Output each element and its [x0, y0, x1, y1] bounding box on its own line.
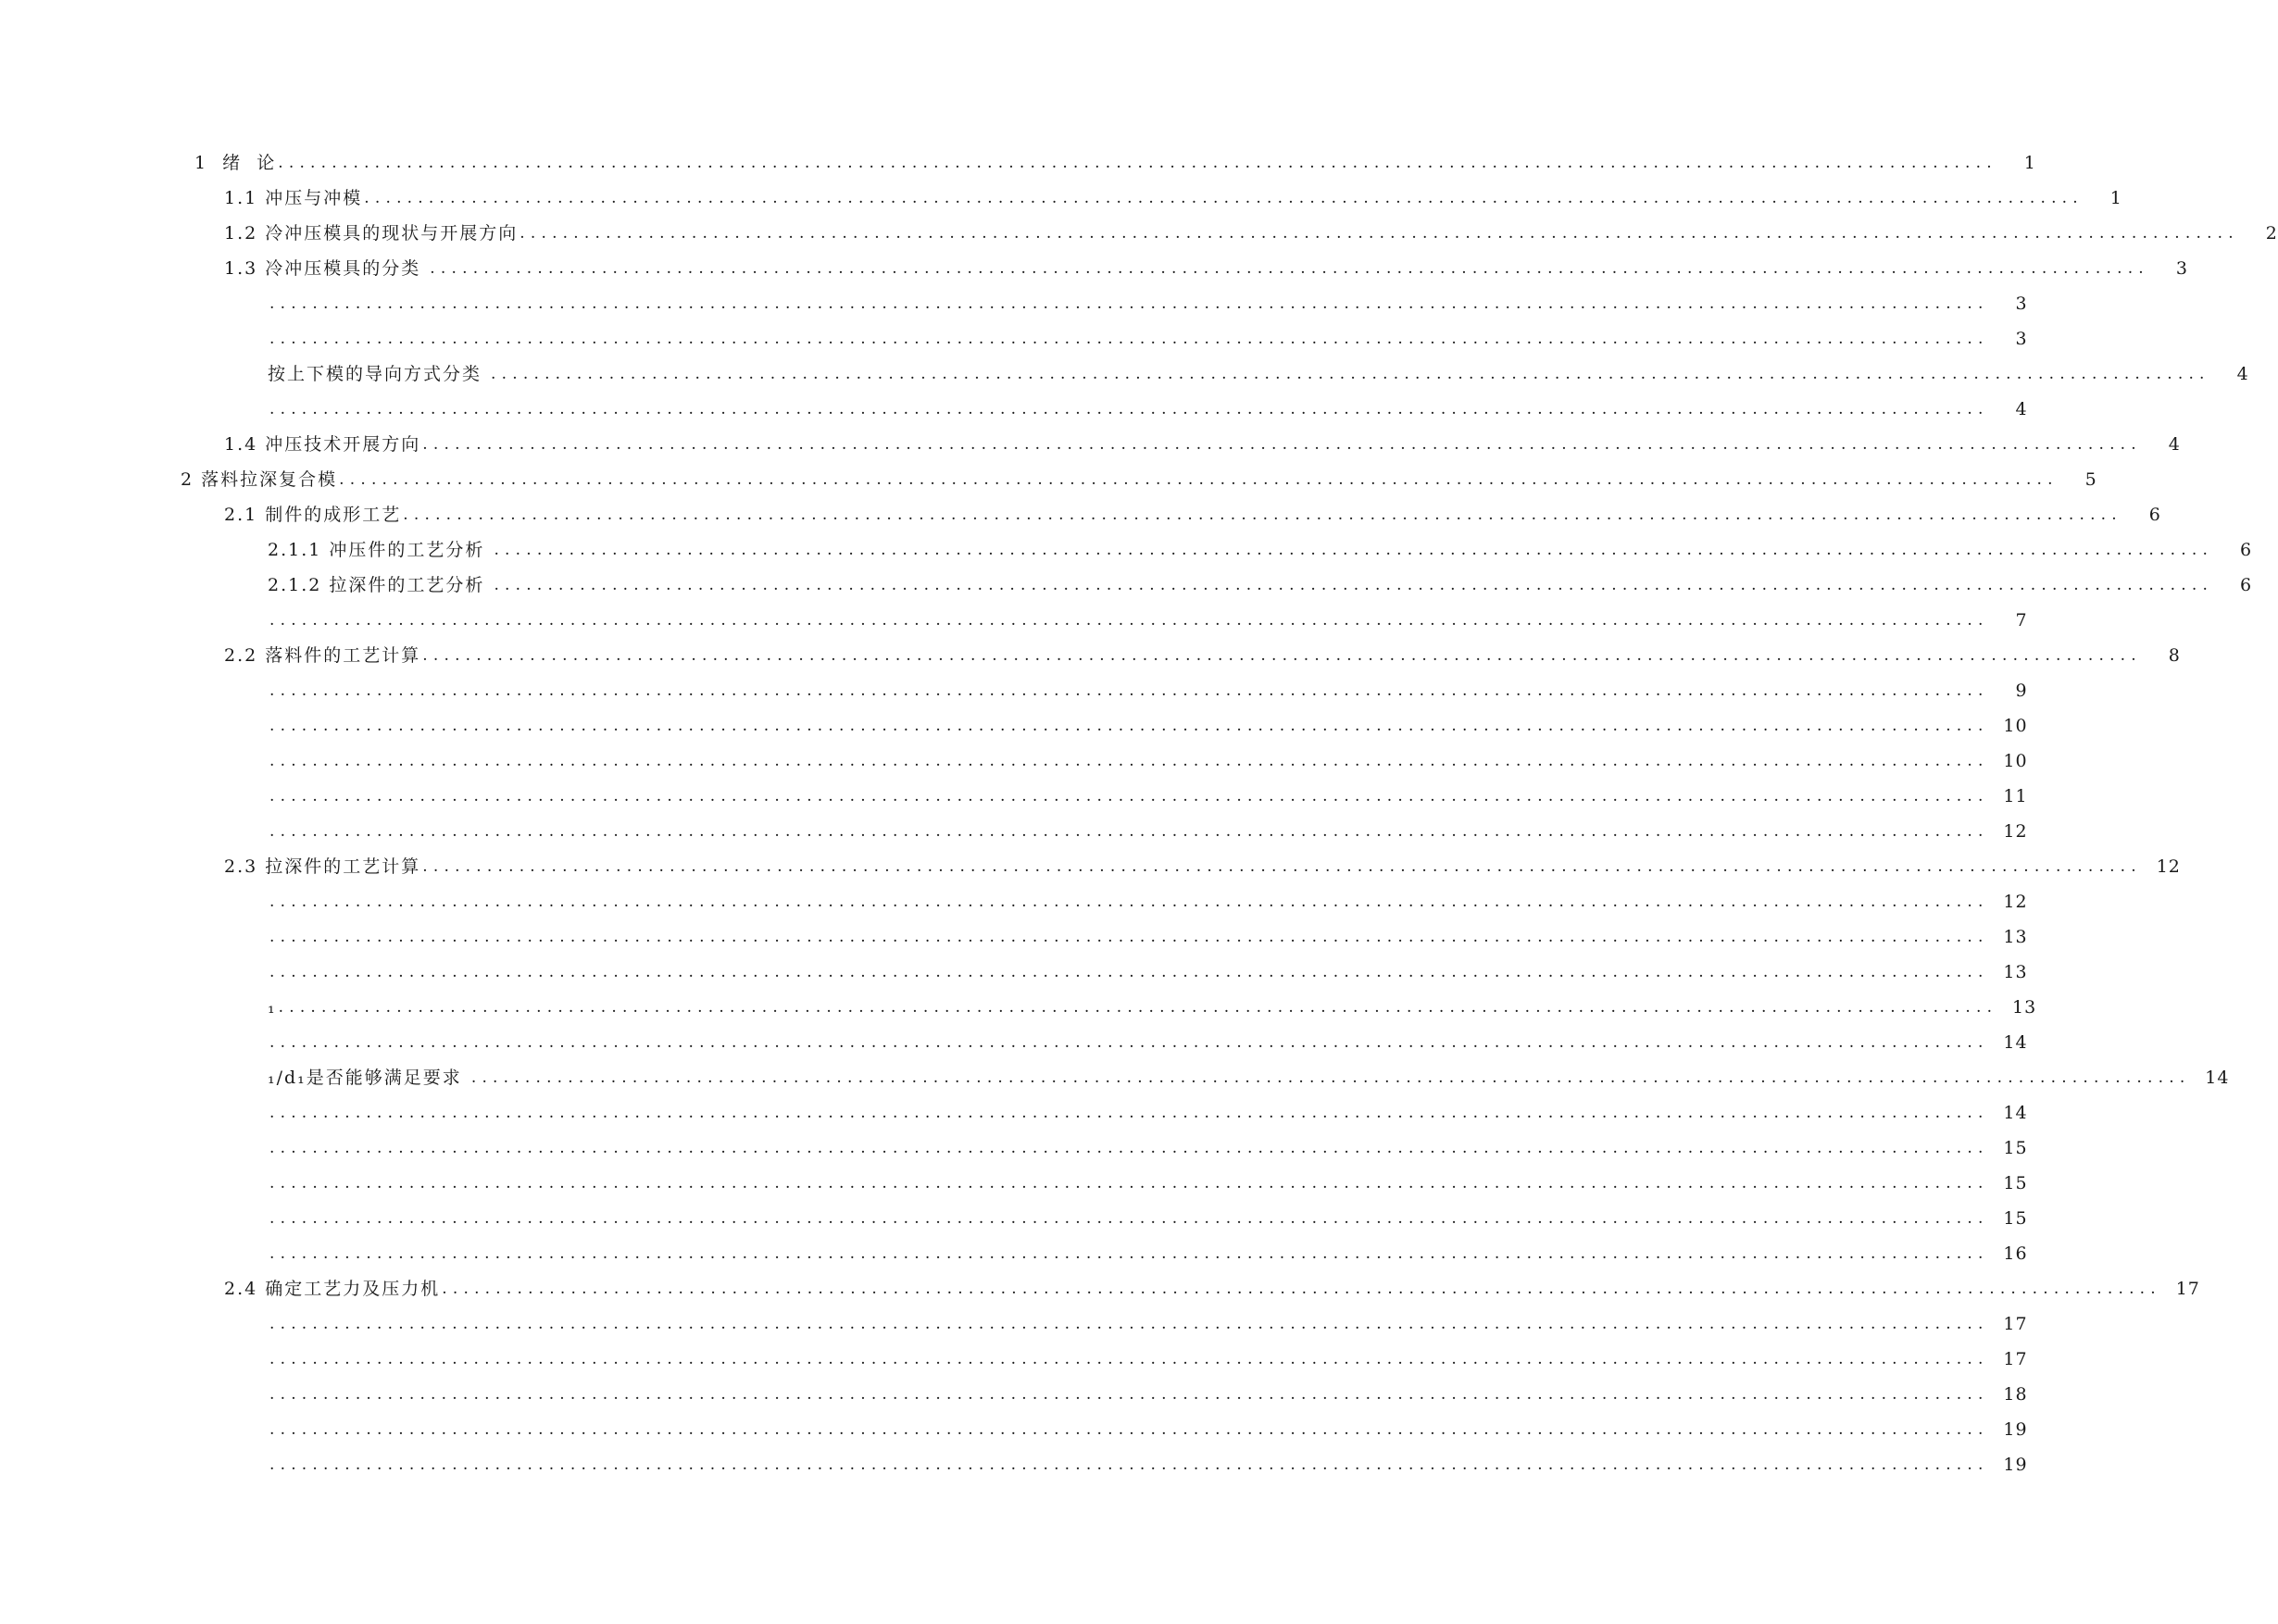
toc-page-number: 10	[2003, 716, 2028, 736]
toc-entry[interactable]	[0, 708, 2028, 743]
toc-page-number: 6	[2148, 505, 2161, 525]
toc-page-number: 19	[2003, 1455, 2028, 1475]
toc-entry-title: ₁/d₁是否能够满足要求	[268, 1068, 469, 1088]
toc-page-number: 12	[2156, 856, 2181, 877]
toc-page-number: 17	[2003, 1314, 2028, 1334]
toc-entry-title: 2.3 拉深件的工艺计算	[224, 856, 421, 877]
toc-entry[interactable]	[0, 1025, 2028, 1060]
dot-leader: ................................................................................................................................................................	[269, 717, 1989, 735]
toc-entry[interactable]	[0, 251, 2188, 286]
toc-entry[interactable]	[0, 1095, 2028, 1131]
toc-page-number: 1	[2109, 188, 2122, 208]
toc-entry-title: 1.3 冷冲压模具的分类	[224, 258, 429, 279]
toc-entry-title: 2.1.2 拉深件的工艺分析	[268, 575, 493, 595]
toc-page-number: 14	[2003, 1103, 2028, 1123]
dot-leader: ................................................................................................................................................................	[269, 294, 1989, 313]
toc-page-number: 2	[2265, 223, 2278, 244]
toc-page-number: 14	[2205, 1068, 2230, 1088]
toc-entry[interactable]	[0, 743, 2028, 779]
toc-page-number: 4	[2168, 434, 2181, 455]
dot-leader: ................................................................................................................................................................	[269, 611, 1989, 630]
toc-entry[interactable]	[0, 638, 2181, 673]
toc-entry-title: 2 落料拉深复合模	[181, 469, 338, 490]
toc-entry-title: 1 绪 论	[194, 153, 277, 173]
dot-leader: ................................................................................................................................................................	[491, 365, 2210, 383]
toc-page-number: 9	[2015, 681, 2028, 701]
toc-entry-title: 1.4 冲压技术开展方向	[224, 434, 421, 455]
toc-entry[interactable]	[0, 673, 2028, 708]
dot-leader: ................................................................................................................................................................	[278, 998, 1998, 1017]
toc-entry-title: 1.1 冲压与冲模	[224, 188, 363, 208]
toc-entry-title: 1.2 冷冲压模具的现状与开展方向	[224, 223, 519, 244]
toc-entry[interactable]	[0, 919, 2028, 955]
toc-page-number: 18	[2003, 1384, 2028, 1405]
toc-entry[interactable]	[0, 1201, 2028, 1236]
toc-entry[interactable]	[0, 497, 2161, 532]
toc-entry-title: 2.1.1 冲压件的工艺分析	[268, 540, 493, 560]
toc-entry[interactable]	[0, 955, 2028, 990]
dot-leader: ................................................................................................................................................................	[269, 1385, 1989, 1404]
toc-entry[interactable]	[0, 181, 2122, 216]
dot-leader: ................................................................................................................................................................	[269, 1174, 1989, 1193]
toc-page-number: 17	[2175, 1279, 2200, 1299]
toc-entry[interactable]	[0, 1271, 2200, 1306]
toc-entry-title: 2.1 制件的成形工艺	[224, 505, 402, 525]
dot-leader: ................................................................................................................................................................	[269, 928, 1989, 946]
toc-page-number: 13	[2012, 997, 2037, 1018]
toc-page-number: 19	[2003, 1419, 2028, 1440]
dot-leader: ................................................................................................................................................................	[269, 963, 1989, 981]
dot-leader: ................................................................................................................................................................	[269, 822, 1989, 841]
toc-page-number: 14	[2003, 1032, 2028, 1053]
toc-entry[interactable]	[0, 849, 2181, 884]
toc-entry[interactable]	[0, 532, 2253, 568]
toc-entry[interactable]	[0, 603, 2028, 638]
toc-entry[interactable]	[0, 356, 2249, 392]
dot-leader: ................................................................................................................................................................	[422, 435, 2142, 454]
toc-entry[interactable]	[0, 1377, 2028, 1412]
dot-leader: ................................................................................................................................................................	[339, 470, 2059, 489]
dot-leader: ................................................................................................................................................................	[269, 1455, 1989, 1474]
toc-page-number: 15	[2003, 1173, 2028, 1193]
toc-entry[interactable]	[0, 990, 2037, 1025]
dot-leader: ................................................................................................................................................................	[422, 857, 2142, 876]
dot-leader: ................................................................................................................................................................	[269, 681, 1989, 700]
toc-entry[interactable]	[0, 462, 2097, 497]
toc-entry-title: 2.4 确定工艺力及压力机	[224, 1279, 441, 1299]
dot-leader: ................................................................................................................................................................	[269, 400, 1989, 418]
toc-page-number: 6	[2239, 540, 2253, 560]
toc-page-number: 1	[2023, 153, 2036, 173]
toc-entry[interactable]	[0, 1447, 2028, 1482]
toc-entry[interactable]	[0, 145, 2036, 181]
toc-page-number: 6	[2239, 575, 2253, 595]
toc-page-number: 15	[2003, 1138, 2028, 1158]
toc-entry[interactable]	[0, 216, 2278, 251]
toc-page-number: 3	[2015, 329, 2028, 349]
toc-entry[interactable]	[0, 392, 2028, 427]
toc-entry[interactable]	[0, 1131, 2028, 1166]
toc-page-number: 12	[2003, 892, 2028, 912]
dot-leader: ................................................................................................................................................................	[442, 1280, 2161, 1298]
toc-entry[interactable]	[0, 779, 2028, 814]
toc-entry[interactable]	[0, 1342, 2028, 1377]
toc-entry-title: ₁	[268, 997, 277, 1018]
toc-page-number: 4	[2236, 364, 2249, 384]
dot-leader: ................................................................................................................................................................	[269, 893, 1989, 911]
toc-page-number: 13	[2003, 962, 2028, 982]
toc-entry[interactable]	[0, 1060, 2230, 1095]
toc-page-number: 13	[2003, 927, 2028, 947]
dot-leader: ................................................................................................................................................................	[269, 1209, 1989, 1228]
dot-leader: ................................................................................................................................................................	[269, 330, 1989, 348]
toc-entry[interactable]	[0, 286, 2028, 321]
dot-leader: ................................................................................................................................................................	[269, 1139, 1989, 1157]
toc-list	[0, 145, 2278, 1482]
toc-page-number: 4	[2015, 399, 2028, 419]
dot-leader: ................................................................................................................................................................	[519, 224, 2239, 243]
toc-entry[interactable]	[0, 321, 2028, 356]
toc-page-number: 7	[2015, 610, 2028, 631]
toc-entry[interactable]	[0, 427, 2181, 462]
dot-leader: ................................................................................................................................................................	[470, 1068, 2191, 1087]
toc-page-number: 11	[2003, 786, 2028, 806]
dot-leader: ................................................................................................................................................................	[403, 506, 2122, 524]
toc-entry[interactable]	[0, 1412, 2028, 1447]
dot-leader: ................................................................................................................................................................	[494, 576, 2214, 594]
dot-leader: ................................................................................................................................................................	[278, 154, 1997, 172]
toc-entry[interactable]	[0, 1306, 2028, 1342]
toc-page-number: 17	[2003, 1349, 2028, 1369]
toc-entry[interactable]	[0, 814, 2028, 849]
toc-entry[interactable]	[0, 568, 2253, 603]
toc-page-number: 16	[2003, 1243, 2028, 1264]
toc-page-number: 3	[2175, 258, 2188, 279]
dot-leader: ................................................................................................................................................................	[269, 1033, 1989, 1052]
toc-page-number: 5	[2084, 469, 2097, 490]
dot-leader: ................................................................................................................................................................	[269, 1350, 1989, 1368]
toc-entry-title: 按上下模的导向方式分类	[268, 364, 490, 384]
dot-leader: ................................................................................................................................................................	[269, 1104, 1989, 1122]
dot-leader: ................................................................................................................................................................	[269, 1315, 1989, 1333]
toc-entry-title: 2.2 落料件的工艺计算	[224, 645, 421, 666]
toc-page-number: 10	[2003, 751, 2028, 771]
dot-leader: ................................................................................................................................................................	[269, 752, 1989, 770]
toc-page-number: 12	[2003, 821, 2028, 842]
toc-page-number: 15	[2003, 1208, 2028, 1229]
dot-leader: ................................................................................................................................................................	[430, 259, 2149, 278]
dot-leader: ................................................................................................................................................................	[422, 646, 2142, 665]
dot-leader: ................................................................................................................................................................	[269, 787, 1989, 806]
toc-page-number: 3	[2015, 294, 2028, 314]
toc-entry[interactable]	[0, 884, 2028, 919]
dot-leader: ................................................................................................................................................................	[494, 541, 2214, 559]
dot-leader: ................................................................................................................................................................	[364, 189, 2084, 207]
dot-leader: ................................................................................................................................................................	[269, 1420, 1989, 1439]
toc-entry[interactable]	[0, 1166, 2028, 1201]
dot-leader: ................................................................................................................................................................	[269, 1244, 1989, 1263]
toc-entry[interactable]	[0, 1236, 2028, 1271]
toc-page-number: 8	[2168, 645, 2181, 666]
